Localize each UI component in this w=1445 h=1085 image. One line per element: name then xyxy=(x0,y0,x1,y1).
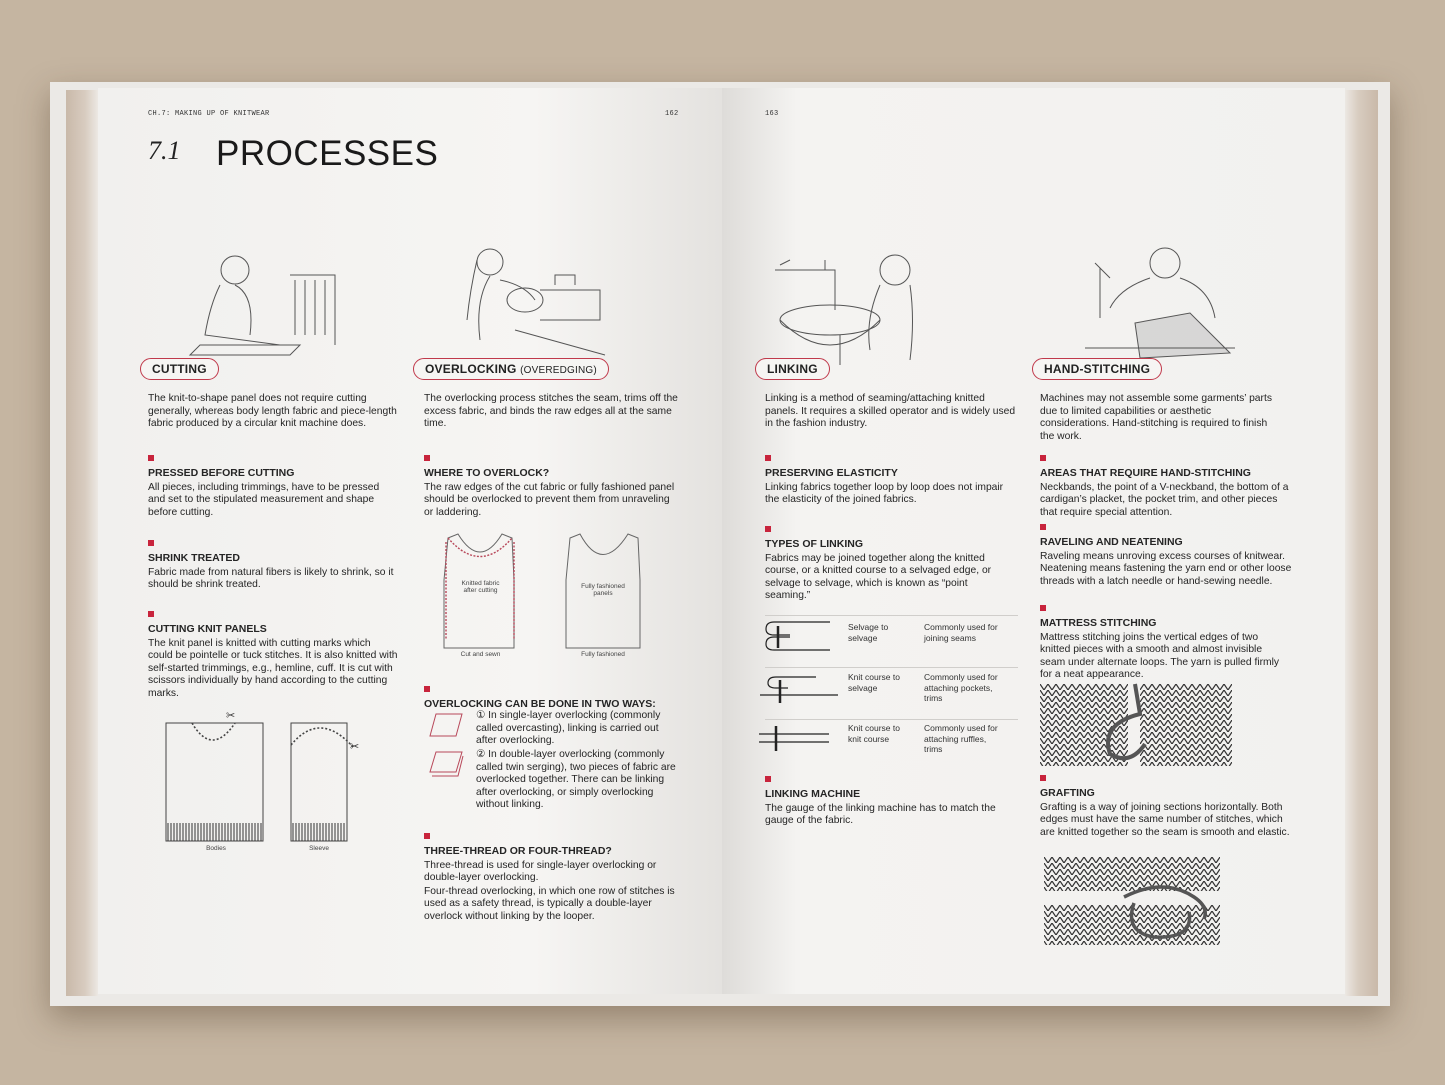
section-heading: MATTRESS STITCHING xyxy=(1040,617,1157,629)
bullet-marker xyxy=(765,455,771,461)
section xyxy=(1040,455,1292,519)
diagram-caption: Fully fashioned xyxy=(581,651,625,658)
label-overlocking xyxy=(413,358,609,380)
running-header: CH.7: MAKING UP OF KNITWEAR xyxy=(148,110,270,118)
section-body: Grafting is a way of joining sections horizontally. Both edges must have the same number of stitches, which are knitted together so the seam is smooth and elastic. xyxy=(1040,801,1290,838)
section xyxy=(765,526,1010,603)
linking-type: Knit course to selvage xyxy=(848,672,900,693)
section-body: Raveling means unroving excess courses of knitwear. Neatening means fastening the yarn end or other loose threads with a latch needle or hand-sewing needle. xyxy=(1040,550,1292,587)
section-body: Four-thread overlocking, in which one row of stitches is used as a safety thread, is typically a double-layer overlock without linking by the looper. xyxy=(424,885,675,922)
section xyxy=(1040,524,1292,588)
cutting-intro: The knit-to-shape panel does not require cutting generally, whereas body length fabric and piece-length fabric produced by a circular knit machine does. xyxy=(148,393,397,430)
grafting-diagram xyxy=(1044,857,1220,945)
hand-stitching-illustration xyxy=(1080,238,1240,363)
bullet-marker xyxy=(1040,605,1046,611)
section xyxy=(148,455,398,519)
section xyxy=(1040,775,1290,839)
section-heading: LINKING MACHINE xyxy=(765,788,861,800)
hand-stitching-intro: Machines may not assemble some garments’ parts due to limited capabilities or aesthetic considerations. Hand-stitching is required to finish the work. xyxy=(1040,393,1272,442)
bullet-marker xyxy=(1040,775,1046,781)
section xyxy=(765,776,1020,828)
knit-course-to-selvage-icon xyxy=(758,674,838,704)
section xyxy=(424,686,684,713)
section-body: The gauge of the linking machine has to match the gauge of the fabric. xyxy=(765,802,996,827)
overlock-method-1: ① In single-layer overlocking (commonly called overcasting), linking is carried out after overlocking. xyxy=(476,710,661,747)
page-number-left: 162 xyxy=(665,110,679,118)
bullet-marker xyxy=(1040,455,1046,461)
section xyxy=(424,833,682,924)
section-heading: OVERLOCKING CAN BE DONE IN TWO WAYS: xyxy=(424,698,656,710)
bullet-marker xyxy=(424,833,430,839)
section xyxy=(424,455,679,519)
diagram-label: Knitted fabric after cutting xyxy=(461,580,500,594)
label-overlocking-text: OVERLOCKING xyxy=(425,362,517,376)
linking-use: Commonly used for attaching pockets, trims xyxy=(924,672,998,703)
bullet-marker xyxy=(148,540,154,546)
section-body: Fabric made from natural fibers is likely to shrink, so it should be shrink treated. xyxy=(148,566,394,591)
linking-type: Knit course to knit course xyxy=(848,723,900,744)
diagram-label: Fully fashioned panels xyxy=(581,583,625,597)
section-heading: PRESERVING ELASTICITY xyxy=(765,467,898,479)
section xyxy=(765,455,1020,507)
svg-text:✂: ✂ xyxy=(226,710,236,722)
section-heading: PRESSED BEFORE CUTTING xyxy=(148,467,295,479)
overlocking-intro: The overlocking process stitches the seam, trims off the excess fabric, and binds the raw edges all at the same time. xyxy=(424,393,678,430)
section-heading: AREAS THAT REQUIRE HAND-STITCHING xyxy=(1040,467,1251,479)
section-heading: CUTTING KNIT PANELS xyxy=(148,623,267,635)
cutting-illustration xyxy=(180,245,340,360)
divider xyxy=(765,615,1018,616)
bullet-marker xyxy=(424,686,430,692)
section-heading: TYPES OF LINKING xyxy=(765,538,864,550)
section-number: 7.1 xyxy=(148,136,181,165)
section-body: All pieces, including trimmings, have to be pressed and set to the stipulated measurement and shape before cutting. xyxy=(148,481,380,518)
section-body: Mattress stitching joins the vertical edges of two knitted pieces with a smooth and almost invisible seam under alternate loops. The yarn is pulled firmly for a neat appearance. xyxy=(1040,631,1280,681)
double-layer-icon xyxy=(428,750,464,778)
label-overlocking-sub: (OVEREDGING) xyxy=(520,365,597,376)
linking-use: Commonly used for joining seams xyxy=(924,622,998,643)
section xyxy=(148,540,398,592)
caption-sleeve: Sleeve xyxy=(309,845,329,852)
label-hand-stitching: HAND-STITCHING xyxy=(1032,358,1162,380)
page-title: PROCESSES xyxy=(216,134,439,173)
linking-type: Selvage to selvage xyxy=(848,622,889,643)
section-heading: WHERE TO OVERLOCK? xyxy=(424,467,550,479)
label-cutting: CUTTING xyxy=(140,358,219,380)
diagram-caption: Cut and sewn xyxy=(460,651,501,658)
page-edges-right xyxy=(1345,90,1378,996)
section-body: Fabrics may be joined together along the knitted course, or a knitted course to a selvaged edge, or selvage to selvage, which is known as “point seaming.” xyxy=(765,552,992,602)
section xyxy=(148,611,398,701)
section-body: Linking fabrics together loop by loop does not impair the elasticity of the joined fabrics. xyxy=(765,481,1004,506)
mattress-stitch-diagram xyxy=(1040,684,1232,766)
section-heading: THREE-THREAD OR FOUR-THREAD? xyxy=(424,845,612,857)
bullet-marker xyxy=(1040,524,1046,530)
overlocking-illustration xyxy=(455,240,615,365)
overlock-method-2: ② In double-layer overlocking (commonly called twin serging), two pieces of fabric are overlocked together. There can be linking after overlocking, or simply overlocking without linking. xyxy=(476,749,676,811)
single-layer-icon xyxy=(428,712,464,738)
page-edges-left xyxy=(66,90,98,996)
svg-text:✂: ✂ xyxy=(350,741,360,753)
section-heading: SHRINK TREATED xyxy=(148,552,240,564)
section-heading: GRAFTING xyxy=(1040,787,1095,799)
bullet-marker xyxy=(148,611,154,617)
section-body: Three-thread is used for single-layer overlocking or double-layer overlocking. xyxy=(424,859,657,884)
section-heading: RAVELING AND NEATENING xyxy=(1040,536,1183,548)
bullet-marker xyxy=(424,455,430,461)
label-linking: LINKING xyxy=(755,358,830,380)
section xyxy=(1040,605,1290,682)
knit-course-to-knit-course-icon xyxy=(757,724,833,752)
page-number-right: 163 xyxy=(765,110,779,118)
bullet-marker xyxy=(765,526,771,532)
selvage-to-selvage-icon xyxy=(762,620,834,654)
divider xyxy=(765,719,1018,720)
linking-use: Commonly used for attaching ruffles, trims xyxy=(924,723,998,754)
cutting-diagram xyxy=(160,705,370,845)
section-body: Neckbands, the point of a V-neckband, the bottom of a cardigan’s placket, the pocket trim, and other pieces that require special attention. xyxy=(1040,481,1289,518)
section-body: The raw edges of the cut fabric or fully fashioned panel should be overlocked to prevent them from unraveling or laddering. xyxy=(424,481,675,518)
divider xyxy=(765,667,1018,668)
linking-intro: Linking is a method of seaming/attaching knitted panels. It requires a skilled operator and is widely used in the fashion industry. xyxy=(765,393,1016,430)
linking-illustration xyxy=(770,240,920,365)
bullet-marker xyxy=(148,455,154,461)
section-body: The knit panel is knitted with cutting marks which could be pointelle or tuck stitches. It is also knitted with self-started trimmings, e.g., hemline, cuff. It is cut with scissors individually by hand according to the cutting marks. xyxy=(148,637,398,699)
bullet-marker xyxy=(765,776,771,782)
caption-bodies: Bodies xyxy=(206,845,226,852)
